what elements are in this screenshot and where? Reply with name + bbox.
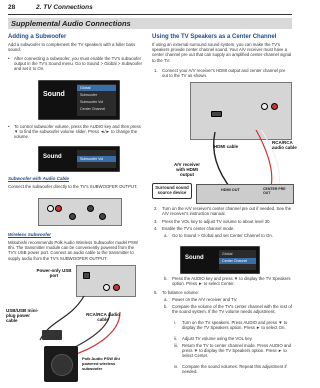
step-number: 4. [154, 226, 158, 231]
step-number: 1. [154, 68, 158, 73]
audio-jack [271, 103, 278, 110]
center-menu-list [219, 250, 256, 270]
page-number: 28 [8, 4, 16, 11]
center-pre-out-label: CENTER PRE OUT [263, 187, 286, 195]
menu-item-center-channel: Center Channel [80, 107, 106, 111]
sound-menu-list [77, 84, 116, 116]
step-roman: iv. [174, 364, 178, 369]
video-jack [87, 205, 94, 212]
polk-subwoofer [44, 346, 78, 382]
polk-subwoofer-label: Polk Audio PSW 8hi powered wireless subwoofer [82, 356, 120, 371]
bullet-marker: • [8, 124, 10, 129]
menu-item-subwoofer-vol-slider: Subwoofer Vol [77, 156, 116, 162]
video-jack [99, 213, 106, 220]
step-5b-iii: Return the TV to center channel mode. Press AUDIO and press ▼ to display the TV Speakers option. Press ► to select Center. [182, 343, 292, 359]
step-2: Turn on the A/V receiver's center channel pre out if needed. See the A/V receiver's instruction manual. [162, 206, 292, 217]
center-menu-title: Sound [185, 255, 204, 261]
audio-jack [261, 103, 268, 110]
step-letter: b. [164, 304, 168, 309]
step-number: 2. [154, 206, 158, 211]
section-banner [8, 18, 292, 29]
audio-jack [47, 205, 54, 212]
step-1: Connect your A/V receiver's HDMI output and center channel pre out to the TV as shown. [162, 68, 286, 79]
center-channel-menu-screenshot [180, 246, 260, 274]
menu-item-global: Global [77, 85, 116, 91]
audio-menu-title: Sound [43, 154, 62, 160]
step-roman: i. [174, 320, 177, 325]
step-roman: iii. [174, 343, 179, 348]
audio-jack [55, 205, 62, 212]
step-5b-iv: Compare the sound volumes. Repeat this adjustment if needed. [182, 364, 287, 375]
surround-source-label: Surround sound source device [152, 183, 192, 199]
rca-cable-label-right: RCA/RCA audio cable [272, 140, 297, 150]
hdmi-cable-label: HDMI cable [213, 144, 239, 149]
step-roman: ii. [174, 336, 178, 341]
hdmi-out-label: HDMI OUT [221, 188, 240, 192]
transmitter-module [42, 330, 62, 340]
rca-cable-label: RCA/RCA audio cable [86, 312, 120, 322]
av-receiver-panel [196, 184, 294, 204]
hdmi-port [211, 111, 222, 117]
usb-port [83, 272, 90, 279]
step-5b-i: Turn on the TV speakers. Press AUDIO and press ▼ to display the TV Speakers option. Press ► to select On. [182, 320, 288, 331]
step-5a: Power on the A/V receiver and TV. [172, 297, 238, 302]
step-number: 5. [154, 290, 158, 295]
step-5b: Compare the volume of the TV's center channel with the rest of the sound system. If the TV volume needs adjustment, [172, 304, 292, 315]
menu-item-subwoofer: Subwoofer [80, 93, 98, 97]
wireless-subwoofer-text: Mitsubishi recommends Polk Audio Wireless Subwoofer model PSW 8hi. The transmitter module can be conveniently powered from the TV's USB power port. Connect an audio cable to the transmitter to supply audio from the TV's SUBWOOFER OUTPUT. [8, 240, 138, 261]
usb-cable-label: USB/USB mini-plug power cable [6, 308, 39, 323]
tv-back-panel [38, 198, 122, 226]
wireless-subwoofer-heading: Wireless Subwoofer [8, 232, 51, 237]
step-3: Press the VOL key to adjust TV volume to about level 30. [162, 219, 271, 224]
subwoofer-jack [69, 213, 76, 220]
speaker-cone [51, 354, 73, 376]
wireless-diagram-cables [10, 290, 150, 388]
menu-item-global: Global [222, 252, 233, 256]
usb-port-label: Power-only USB port [36, 268, 72, 278]
step-number: 3. [154, 219, 158, 224]
step-4: Enable the TV's center channel mode. [162, 226, 235, 231]
subwoofer-cable-heading: Subwoofer with Audio Cable [8, 176, 69, 181]
center-channel-intro: If using an external surround sound system, you can make the TV's speakers provide center channel sound. Your A/V receiver must have a center channel pre out that can supply an amplified center-channel signal to the TV. [152, 42, 292, 63]
header-divider [8, 14, 292, 15]
section-title: Supplemental Audio Connections [11, 19, 131, 28]
bullet-marker: • [8, 56, 10, 61]
subwoofer-bullet-2: To control subwoofer volume, press the AUDIO key and then press ▼ to find the subwoofer volume slider. Press ◄/► to change the volume. [14, 124, 141, 140]
menu-item-center-channel: Center Channel [219, 258, 256, 264]
step-4a: Go to Sound > Global and set Center Channel to On. [172, 233, 273, 238]
subwoofer-cable-text: Connect the subwoofer directly to the TV's SUBWOOFER OUTPUT. [8, 184, 138, 189]
menu-item-subwoofer-vol: Subwoofer Vol [80, 100, 104, 104]
subwoofer-bullet-1: After connecting a subwoofer, you must enable the TV's subwoofer output in the TV's Sound menu. Go to Sound > Global > Subwoofer and set it to On. [14, 56, 143, 72]
audio-menu-screenshot [38, 146, 120, 172]
sound-menu-title: Sound [43, 91, 65, 98]
step-letter: b. [164, 276, 168, 281]
av-receiver-label: A/V receiver with HDMI output [173, 162, 201, 177]
step-letter: a. [164, 233, 168, 238]
subwoofer-heading: Adding a Subwoofer [8, 34, 67, 40]
step-letter: a. [164, 297, 168, 302]
center-channel-heading: Using the TV Speakers as a Center Channel [152, 34, 277, 40]
sound-menu-screenshot [38, 80, 120, 120]
audio-menu-list [77, 150, 116, 168]
chapter-title: 2. TV Connections [36, 4, 93, 11]
step-4b: Press the AUDIO key and press ▼ to display the TV Speakers option. Press ► to select Center. [172, 276, 291, 287]
step-5b-ii: Adjust TV volume using the VOL key. [182, 336, 253, 341]
subwoofer-intro: Add a subwoofer to complement the TV speakers with a fuller bass sound. [8, 42, 136, 53]
step-5: To balance volume: [162, 290, 200, 295]
